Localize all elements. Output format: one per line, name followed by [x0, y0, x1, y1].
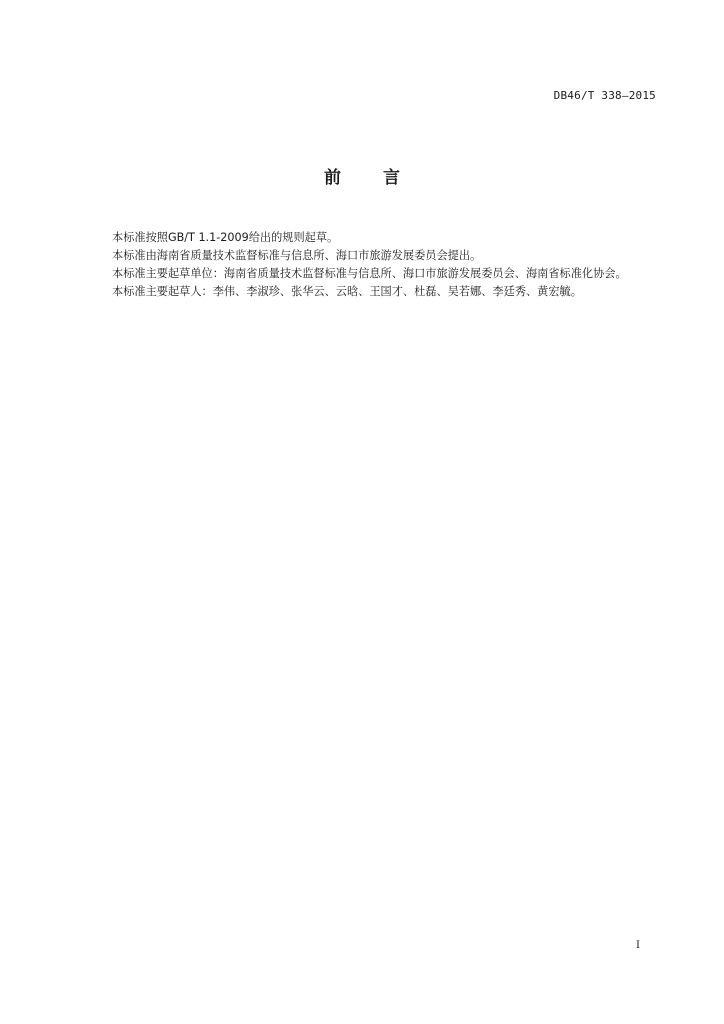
page-number: I: [636, 940, 640, 951]
document-code: DB46/T 338—2015: [553, 89, 656, 102]
paragraph-drafting-rules: 本标准按照GB/T 1.1-2009给出的规则起草。: [112, 231, 339, 244]
paragraph-drafting-units: 本标准主要起草单位：海南省质量技术监督标准与信息所、海口市旅游发展委员会、海南省标准化协会。: [112, 267, 627, 280]
paragraph-drafters: 本标准主要起草人：李伟、李淑珍、张华云、云晗、王国才、杜磊、吴若娜、李廷秀、黄宏毓。: [112, 285, 582, 298]
title-char-1: 前: [324, 168, 341, 188]
page-title: [0, 163, 724, 188]
paragraph-proposer: 本标准由海南省质量技术监督标准与信息所、海口市旅游发展委员会提出。: [112, 249, 482, 262]
title-char-2: 言: [383, 168, 400, 188]
foreword-body: [90, 229, 656, 301]
